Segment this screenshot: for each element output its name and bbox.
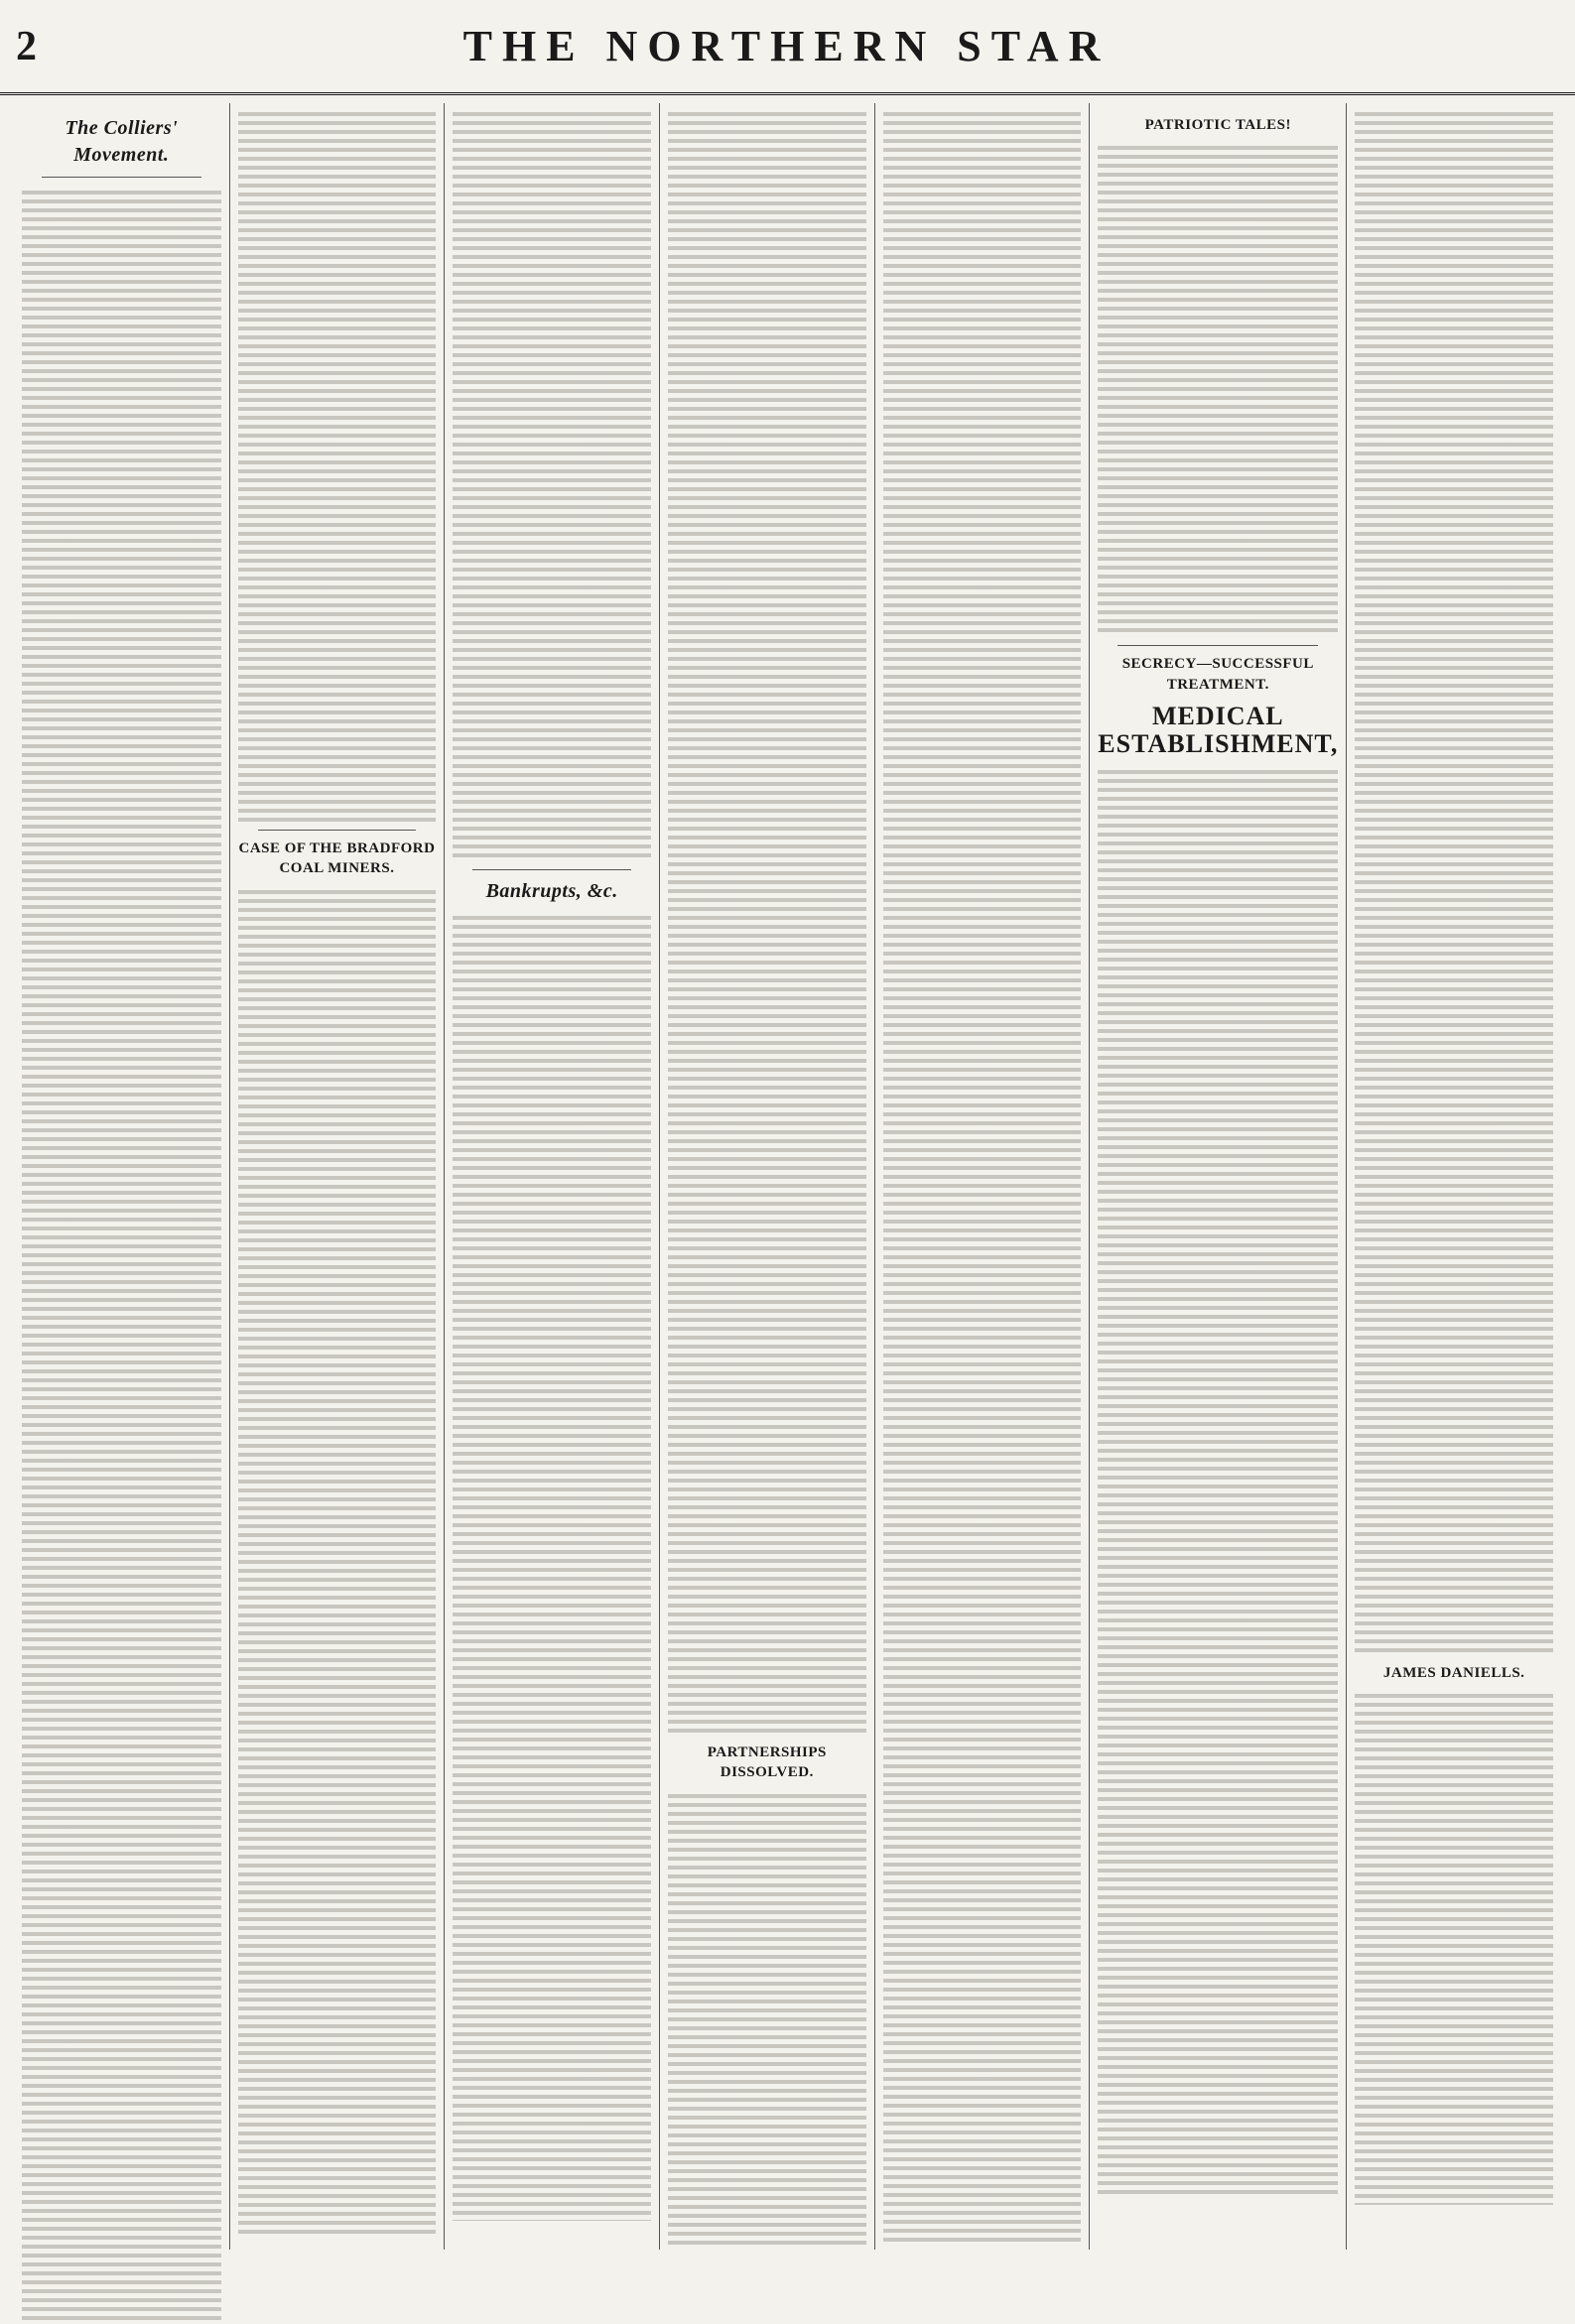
column-heading: JAMES DANIELLS. bbox=[1382, 1665, 1525, 1681]
illegible-text bbox=[1355, 107, 1553, 1655]
column-heading: PARTNERSHIPS DISSOLVED. bbox=[707, 1744, 827, 1781]
newspaper-title: THE NORTHERN STAR bbox=[462, 22, 1111, 70]
column-1 bbox=[14, 103, 229, 2250]
column-heading: The Colliers' Movement. bbox=[65, 117, 179, 166]
divider bbox=[472, 869, 631, 870]
column-heading: CASE OF THE BRADFORD COAL MINERS. bbox=[238, 840, 436, 877]
column-5 bbox=[874, 103, 1090, 2250]
columns bbox=[14, 103, 1561, 2247]
column-7 bbox=[1346, 103, 1561, 2250]
masthead bbox=[0, 0, 1575, 95]
divider bbox=[258, 830, 417, 831]
illegible-text bbox=[883, 107, 1082, 2246]
divider bbox=[1117, 645, 1318, 646]
divider bbox=[42, 177, 201, 178]
page-number: 2 bbox=[16, 23, 37, 69]
illegible-text bbox=[668, 107, 866, 1735]
column-heading: SECRECY—SUCCESSFUL TREATMENT. bbox=[1121, 656, 1314, 693]
column-heading: PATRIOTIC TALES! bbox=[1144, 117, 1291, 133]
column-heading: MEDICAL ESTABLISHMENT, bbox=[1098, 701, 1339, 759]
illegible-text bbox=[453, 107, 651, 861]
illegible-text bbox=[453, 911, 651, 2221]
column-2 bbox=[229, 103, 445, 2250]
illegible-text bbox=[238, 107, 437, 822]
column-4 bbox=[659, 103, 874, 2250]
column-3 bbox=[444, 103, 659, 2250]
illegible-text bbox=[668, 1789, 866, 2246]
illegible-text bbox=[238, 885, 437, 2235]
illegible-text bbox=[1098, 141, 1338, 637]
illegible-text bbox=[1355, 1689, 1553, 2205]
illegible-text bbox=[1098, 765, 1338, 2194]
column-heading: Bankrupts, &c. bbox=[485, 880, 618, 902]
column-6 bbox=[1089, 103, 1346, 2250]
illegible-text bbox=[22, 186, 221, 2324]
